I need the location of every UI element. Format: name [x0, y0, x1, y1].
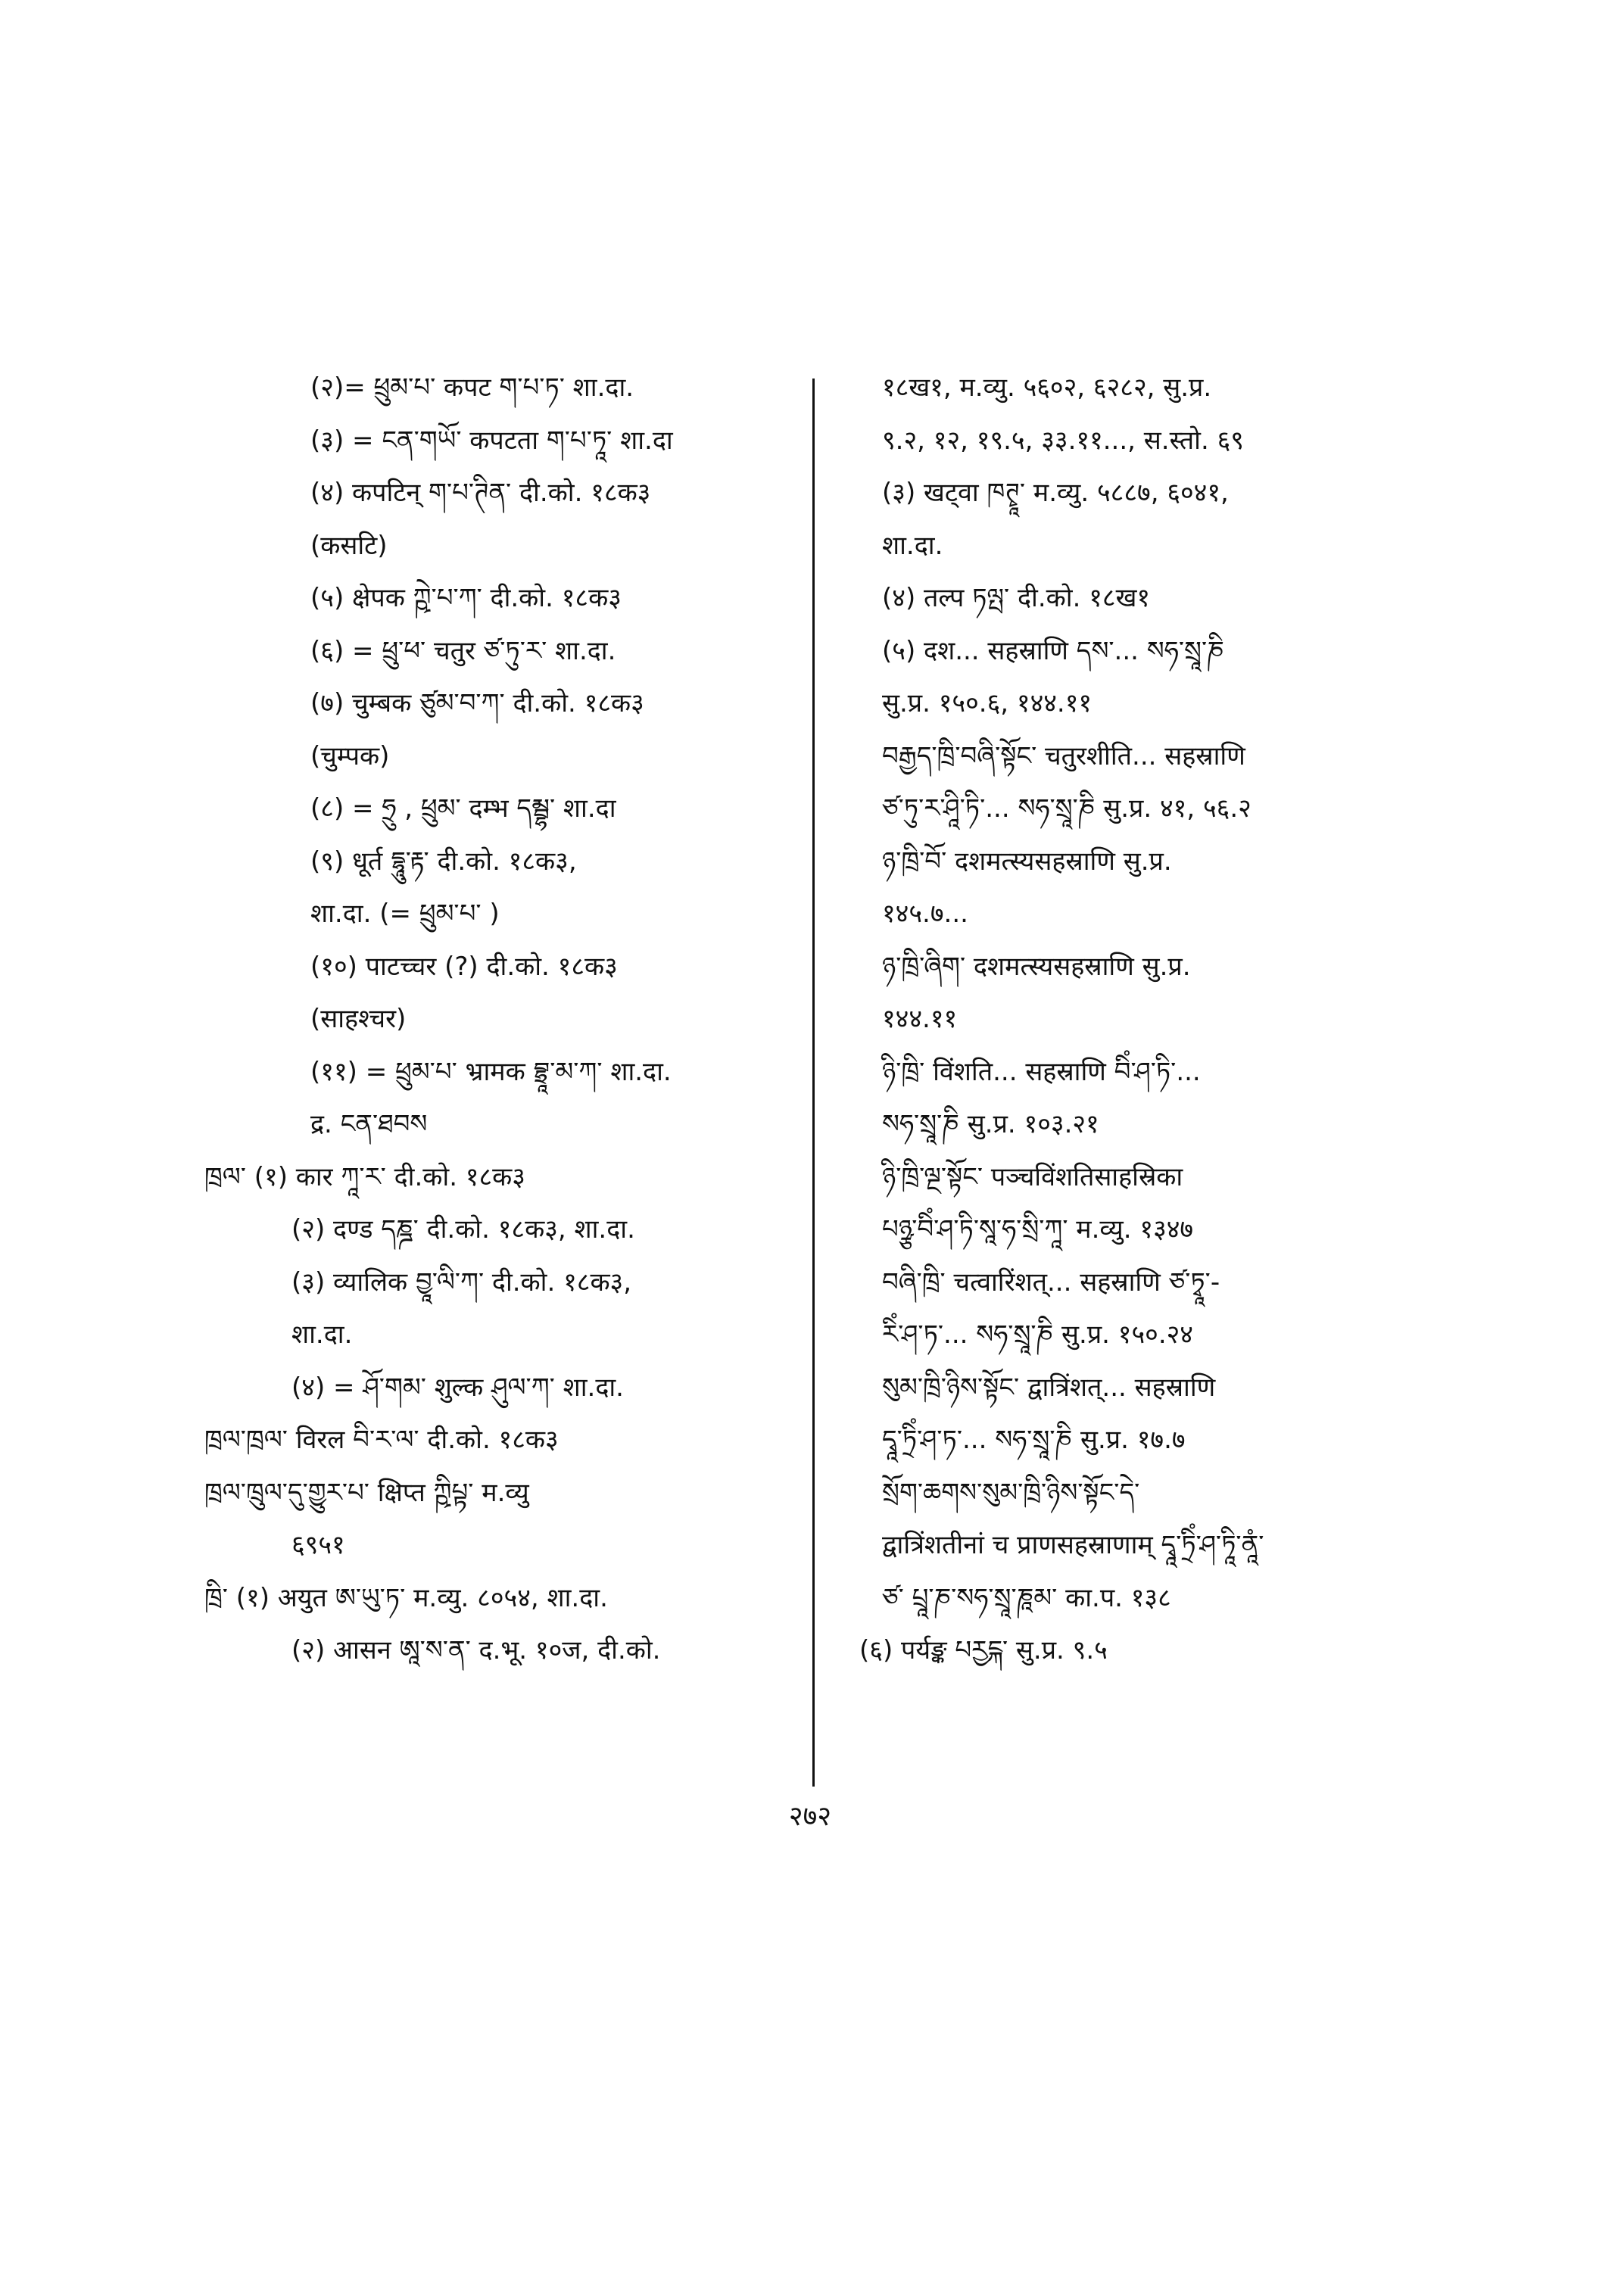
right-column-line: सु.प्र. १५०.६, १४४.११ — [882, 688, 1093, 718]
left-column-line: (२) आसन ཨཱ་ས་ན་ द.भू. १०ज, दी.को. — [291, 1635, 661, 1665]
right-column-line: १४५.७... — [882, 899, 968, 929]
left-column-line: ६९५१ — [291, 1530, 345, 1560]
right-column-line: (६) पर्यङ्क པརྱངྐ་ सु.प्र. ९.५ — [859, 1635, 1108, 1665]
left-column-line: (३) व्यालिक བྱཱ་ལི་ཀ་ दी.को. १८क३, — [291, 1266, 632, 1298]
right-column-line: द्वात्रिंशतीनां च प्राणसहस्राणाम् དྭཱ་ཏྲིཾ་ཤ་ཏཱི་ནཱཾ་ — [882, 1530, 1264, 1560]
left-column-line: (२)= ཕྲུམ་པ་ कपट ག་པ་ཏ་ शा.दा. — [310, 372, 634, 403]
right-column-line: ཉི་ཁྲི་ विंशति... सहस्राणि བིཾ་ཤ་ཏི་... — [882, 1056, 1201, 1087]
left-column-line: (८) = ཧྲུ , ཕྲུམ་ दम्भ དམྦྷ་ शा.दा — [310, 793, 616, 824]
left-column-line: (चुम्पक) — [310, 740, 390, 771]
left-column — [204, 362, 810, 1678]
left-column-line: ཁྲི་ (१) अयुत ཨ་ཡུ་ཏ་ म.व्यु. ८०५४, शा.दा. — [204, 1582, 608, 1613]
left-column-line: (४) कपटिन् ག་པ་ཊིན་ दी.को. १८क३ — [310, 478, 651, 508]
right-column-line: (५) दश... सहस्राणि དས་... སཧ་སྲཱ་ཎི — [882, 635, 1224, 666]
right-column-line: शा.दा. — [882, 530, 943, 561]
left-column-line: शा.दा. — [291, 1319, 353, 1350]
right-column-line: སཧ་སྲཱ་ཎི सु.प्र. १०३.२१ — [882, 1109, 1099, 1139]
right-column — [859, 362, 1435, 1678]
right-column-line: བརྒྱད་ཁྲི་བཞི་སྟོང་ चतुरशीति... सहस्राणि — [882, 740, 1245, 771]
right-column-line: སྲོག་ཆགས་སུམ་ཁྲི་ཉིས་སྟོང་དེ་ — [882, 1477, 1140, 1508]
right-column-line: དྭཱ་ཏྲིཾ་ཤ་ཏ་... སཧ་སྲཱ་ཎི सु.प्र. १७.७ — [882, 1425, 1186, 1455]
left-column-line: (साहश्चर) — [310, 1004, 407, 1034]
right-column-line: ཙ་ པྲཱ་ཎ་སཧ་སྲཱ་ཎཱམ་ का.प. १३८ — [882, 1582, 1171, 1613]
right-column-line: १४४.११ — [882, 1004, 958, 1034]
left-column-line: द्र. ངན་ཐབས — [310, 1109, 428, 1139]
left-column-line: शा.दा. (= ཕྲུམ་པ་ ) — [310, 899, 500, 929]
right-column-line: ९.२, १२, १९.५, ३३.११..., स.स्तो. ६९ — [882, 425, 1244, 456]
right-column-line: ཉི་ཁྲི་ལྔ་སྟོང་ पञ्चविंशतिसाहस्रिका — [882, 1161, 1183, 1192]
right-column-line: རིཾ་ཤ་ཏ་... སཧ་སྲཱ་ཎི सु.प्र. १५०.२४ — [882, 1319, 1193, 1350]
left-column-line: ཁྲལ་ཁྲུལ་དུ་གྱུར་པ་ क्षिप्त ཀྵིཔྟ་ म.व्यु — [204, 1477, 529, 1508]
right-column-line: ཙ་ཏུ་ར་ཤཱི་ཏི་... སཧ་སྲཱ་ཎི सु.प्र. ४१, ५६.२ — [882, 793, 1252, 824]
left-column-line: (११) = ཕྲུམ་པ་ भ्रामक བྷྲཱ་མ་ཀ་ शा.दा. — [310, 1056, 672, 1087]
page-number: २७२ — [788, 1801, 832, 1832]
left-column-line: ཁྲལ་ (१) कार ཀཱ་ར་ दी.को. १८क३ — [204, 1161, 525, 1192]
right-column-line: སུམ་ཁྲི་ཉིས་སྟོང་ द्वात्रिंशत्... सहस्राणि — [882, 1372, 1216, 1403]
left-column-line: (७) चुम्बक ཙུམ་བ་ཀ་ दी.को. १८क३ — [310, 688, 644, 718]
right-column-line: པཉྩ་བིཾ་ཤ་ཏི་སཱ་ཧ་སྲི་ཀཱ་ म.व्यु. १३४७ — [882, 1214, 1194, 1245]
right-column-line: (३) खट्वा ཁཊྭཱ་ म.व्यु. ५८८७, ६०४१, — [882, 478, 1229, 508]
left-column-line: (९) धूर्त དྷཱུ་རྟ་ दी.को. १८क३, — [310, 846, 577, 877]
left-column-line: (५) क्षेपक ཀྵེ་པ་ཀ་ दी.को. १८क३ — [310, 583, 622, 613]
left-column-line: ཁྲལ་ཁྲལ་ विरल བི་ར་ལ་ दी.को. १८क३ — [204, 1425, 559, 1455]
column-divider — [812, 379, 815, 1787]
left-column-line: (६) = ཕྲུ་ཕ་ चतुर ཙ་ཏུ་ར་ शा.दा. — [310, 635, 616, 666]
left-column-line: (१०) पाटच्चर (?) दी.को. १८क३ — [310, 951, 618, 982]
left-column-line: (३) = ངན་གཡོ་ कपटता ག་པ་ཏཱ་ शा.दा — [310, 425, 673, 456]
right-column-line: བཞི་ཁྲི་ चत्वारिंशत्... सहस्राणि ཙ་ཏྭཱ་- — [882, 1266, 1220, 1298]
right-column-line: ཉ་ཁྲི་བོ་ दशमत्स्यसहस्राणि सु.प्र. — [882, 846, 1172, 877]
left-column-line: (४) = ཤོ་གམ་ शुल्क ཤུལ་ཀ་ शा.दा. — [291, 1372, 624, 1403]
right-column-line: १८ख१, म.व्यु. ५६०२, ६२८२, सु.प्र. — [882, 372, 1212, 403]
right-column-line: (४) तल्प ཏལྤ་ दी.को. १८ख१ — [882, 583, 1151, 613]
right-column-line: ཉ་ཁྲི་ཞིག་ दशमत्स्यसहस्राणि सु.प्र. — [882, 951, 1191, 982]
left-column-line: (२) दण्ड དཎྜ་ दी.को. १८क३, शा.दा. — [291, 1214, 635, 1245]
left-column-line: (कसटि) — [310, 530, 388, 561]
